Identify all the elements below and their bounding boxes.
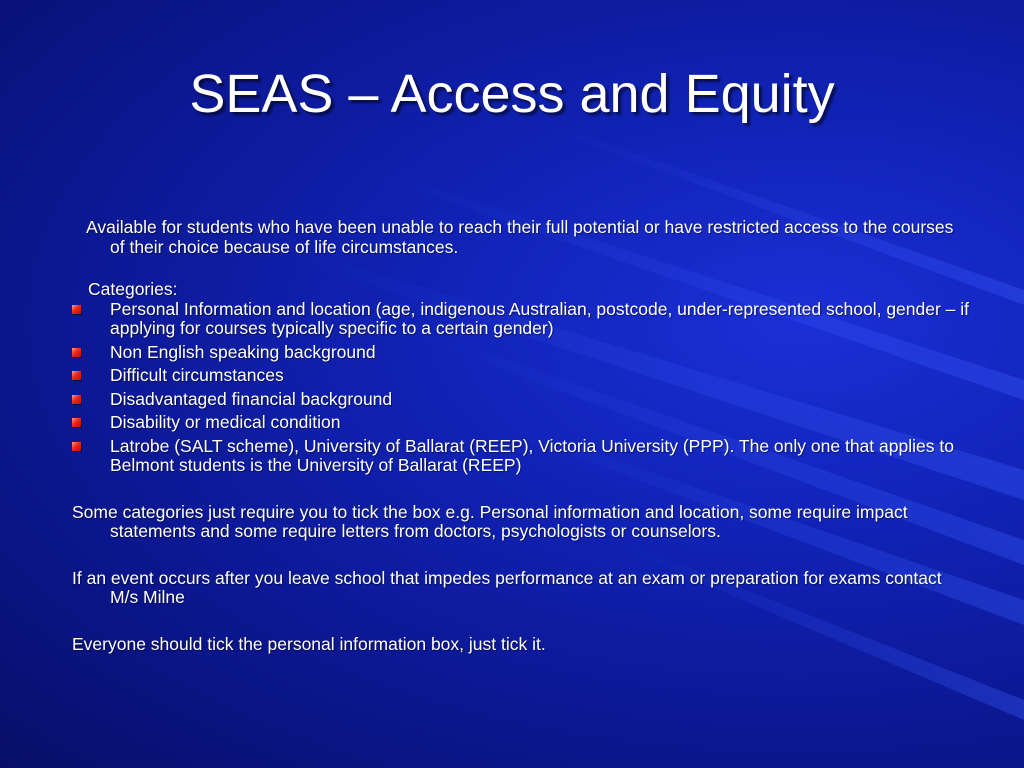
list-item (72, 413, 972, 433)
list-item-text: Difficult circumstances (110, 365, 284, 385)
square-bullet-icon (72, 348, 81, 357)
note-tick-paragraph: Some categories just require you to tick the box e.g. Personal information and location, some require impact statements and some require letters from doctors, psychologists or counselors. (72, 501, 908, 541)
slide-title: SEAS – Access and Equity (189, 64, 835, 124)
square-bullet-icon (72, 371, 81, 380)
list-item (72, 437, 972, 476)
list-item-text: Disability or medical condition (110, 412, 341, 432)
list-item (72, 366, 972, 386)
square-bullet-icon (72, 395, 81, 404)
note-event-paragraph: If an event occurs after you leave school that impedes performance at an exam or preparation for exams contact M/s Milne (72, 567, 942, 607)
list-item (72, 390, 972, 410)
list-item (72, 300, 972, 339)
list-item-text: Disadvantaged financial background (110, 388, 393, 409)
slide-body (72, 218, 972, 654)
note-everyone-paragraph: Everyone should tick the personal information box, just tick it. (72, 633, 546, 654)
square-bullet-icon (72, 418, 81, 427)
list-item-text: Personal Information and location (age, indigenous Australian, postcode, under-represented school, gender – if applying for courses typically specific to a certain gender) (110, 298, 970, 338)
square-bullet-icon (72, 305, 81, 314)
list-item-text: Non English speaking background (110, 341, 376, 362)
intro-paragraph: Available for students who have been unable to reach their full potential or have restricted access to the courses of their choice because of life circumstances. (86, 217, 954, 257)
list-item (72, 343, 972, 363)
categories-label: Categories: (88, 279, 178, 299)
categories-list (72, 300, 972, 476)
square-bullet-icon (72, 442, 81, 451)
list-item-text: Latrobe (SALT scheme), University of Ballarat (REEP), Victoria University (PPP). The only one that applies to Belmont students is the University of Ballarat (REEP) (110, 435, 954, 475)
